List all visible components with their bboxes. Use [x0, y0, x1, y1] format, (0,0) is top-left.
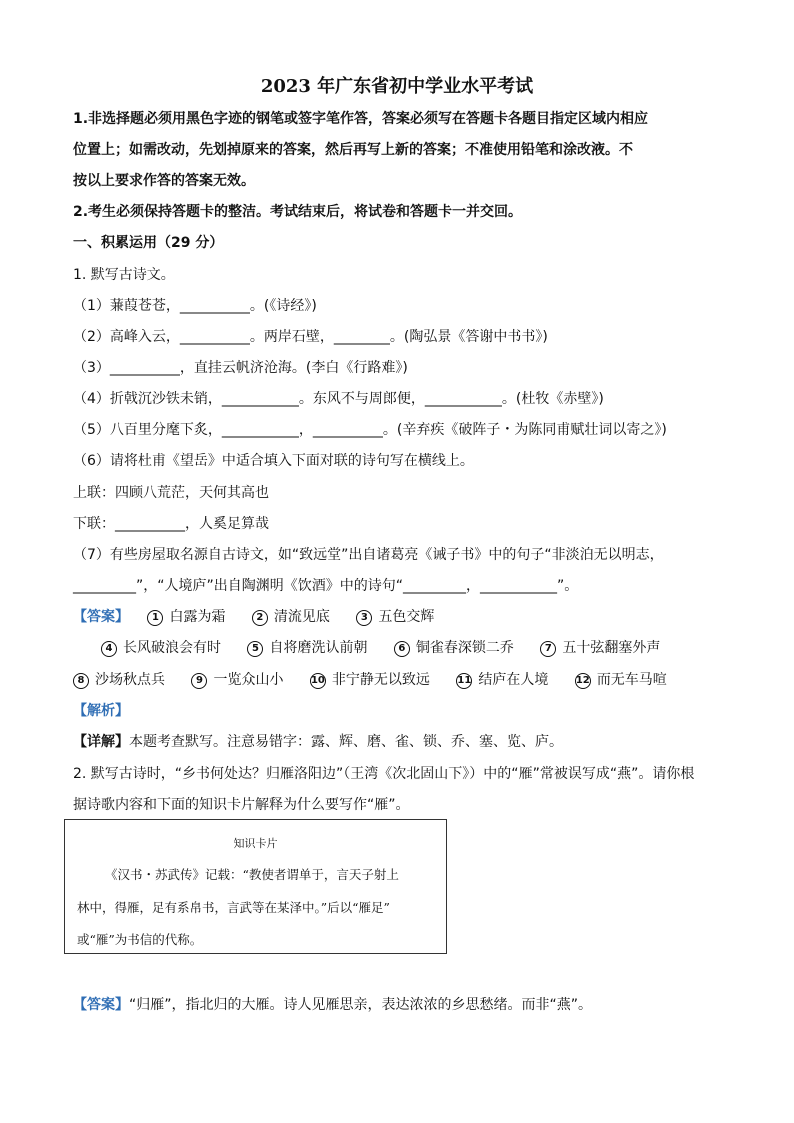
detail-line: [73, 733, 563, 751]
answer-item: [394, 639, 514, 657]
detail-text: 本题考查默写。注意易错字：露、辉、磨、雀、锁、乔、塞、览、庐。: [129, 734, 563, 750]
answer-row-2: [101, 639, 660, 657]
question-1-line-1: （1）蒹葭苍苍，__________。(《诗经》): [73, 298, 317, 314]
answer-number: 8: [73, 673, 89, 689]
answer-text: 一览众山小: [213, 672, 284, 688]
answer-text: 铜雀春深锁二乔: [415, 640, 514, 656]
answer-tag: 【答案】: [73, 609, 129, 625]
question-2-line-2: 据诗歌内容和下面的知识卡片解释为什么要写作“雁”。: [73, 797, 410, 813]
answer-number: 4: [101, 641, 117, 657]
question-1-line-7b: _________”，“人境庐”出自陶渊明《饮酒》中的诗句“_________，___________”。: [73, 578, 579, 594]
couplet-lower: 下联：__________，人奚足算哉: [73, 516, 269, 532]
answer-item: [247, 639, 367, 657]
card-line-1: 《汉书・苏武传》记载：“教使者谓单于，言天子射上: [105, 867, 399, 882]
answer-item: [191, 671, 283, 689]
answer-number: 2: [252, 610, 268, 626]
couplet-upper: 上联：四顾八荒茫，天何其高也: [73, 485, 269, 501]
answer-number: 7: [540, 641, 556, 657]
knowledge-card: [64, 819, 447, 954]
answer-item: [575, 671, 667, 689]
answer-tag-2: 【答案】: [73, 997, 129, 1013]
answer-number: 1: [147, 610, 163, 626]
question-1-stem: 1. 默写古诗文。: [73, 267, 175, 283]
analysis-tag: 【解析】: [73, 703, 129, 719]
answer-item: [540, 639, 660, 657]
section-heading: 一、积累运用（29 分）: [73, 235, 224, 251]
answer-number: 3: [356, 610, 372, 626]
answer-text: 结庐在人境: [478, 672, 549, 688]
answer-number: 12: [575, 673, 591, 689]
question-1-line-2: （2）高峰入云，__________。两岸石壁，________。(陶弘景《答谢中书书》): [73, 329, 548, 345]
page-title: 2023 年广东省初中学业水平考试: [260, 76, 534, 97]
answer-text: 白露为霜: [169, 609, 226, 625]
notice-line-4: 2.考生必须保持答题卡的整洁。考试结束后，将试卷和答题卡一并交回。: [73, 204, 523, 220]
answer-row-3: [73, 671, 667, 689]
answer-text: 非宁静无以致远: [331, 672, 430, 688]
notice-line-1: 1.非选择题必须用黑色字迹的钢笔或签字笔作答，答案必须写在答题卡各题目指定区域内相应: [73, 111, 649, 127]
answer-text: 自将磨洗认前朝: [269, 640, 368, 656]
answer-item: [310, 671, 430, 689]
question-2-line-1: 2. 默写古诗时，“乡书何处达？归雁洛阳边”（王湾《次北固山下》）中的“雁”常被误写成“燕”。请你根: [73, 766, 695, 782]
question-1-line-6: （6）请将杜甫《望岳》中适合填入下面对联的诗句写在横线上。: [73, 453, 474, 469]
answer-item: [73, 671, 165, 689]
answer-number: 11: [456, 673, 472, 689]
notice-line-2: 位置上；如需改动，先划掉原来的答案，然后再写上新的答案；不准使用铅笔和涂改液。不: [73, 142, 633, 158]
question-1-line-3: （3）__________，直挂云帆济沧海。(李白《行路难》): [73, 360, 408, 376]
answer-item: [252, 608, 330, 626]
answer-item: [101, 639, 221, 657]
card-line-2: 林中，得雁，足有系帛书，言武等在某泽中。”后以“雁足”: [77, 900, 390, 915]
answer-item: [456, 671, 548, 689]
answer-text: 长风破浪会有时: [123, 640, 221, 656]
notice-line-3: 按以上要求作答的答案无效。: [73, 173, 255, 189]
question-2-answer: [73, 996, 592, 1014]
answer-number: 5: [247, 641, 263, 657]
card-line-3: 或“雁”为书信的代称。: [77, 932, 203, 947]
answer-number: 10: [310, 673, 326, 689]
detail-tag: 【详解】: [73, 734, 129, 750]
question-1-line-4: （4）折戟沉沙铁未销，___________。东风不与周郎便，___________。(杜牧《赤壁》): [73, 391, 604, 407]
answer-number: 6: [394, 641, 410, 657]
question-2-answer-text: “归雁”，指北归的大雁。诗人见雁思亲，表达浓浓的乡思愁绪。而非“燕”。: [129, 997, 593, 1013]
answer-text: 五十弦翻塞外声: [562, 640, 661, 656]
answer-row-1: [73, 608, 456, 626]
card-title: 知识卡片: [233, 837, 278, 850]
answer-number: 9: [191, 673, 207, 689]
question-1-line-5: （5）八百里分麾下炙，___________，__________。(辛弃疾《破阵子・为陈同甫赋壮词以寄之》): [73, 422, 667, 438]
answer-text: 而无车马喧: [596, 672, 667, 688]
answer-item: [147, 608, 225, 626]
question-1-line-7a: （7）有些房屋取名源自古诗文，如“致远堂”出自诸葛亮《诫子书》中的句子“非淡泊无以明志，: [73, 547, 664, 563]
answer-text: 五色交辉: [378, 609, 435, 625]
answer-text: 清流见底: [273, 609, 330, 625]
answer-text: 沙场秋点兵: [95, 672, 165, 688]
answer-item: [356, 608, 434, 626]
